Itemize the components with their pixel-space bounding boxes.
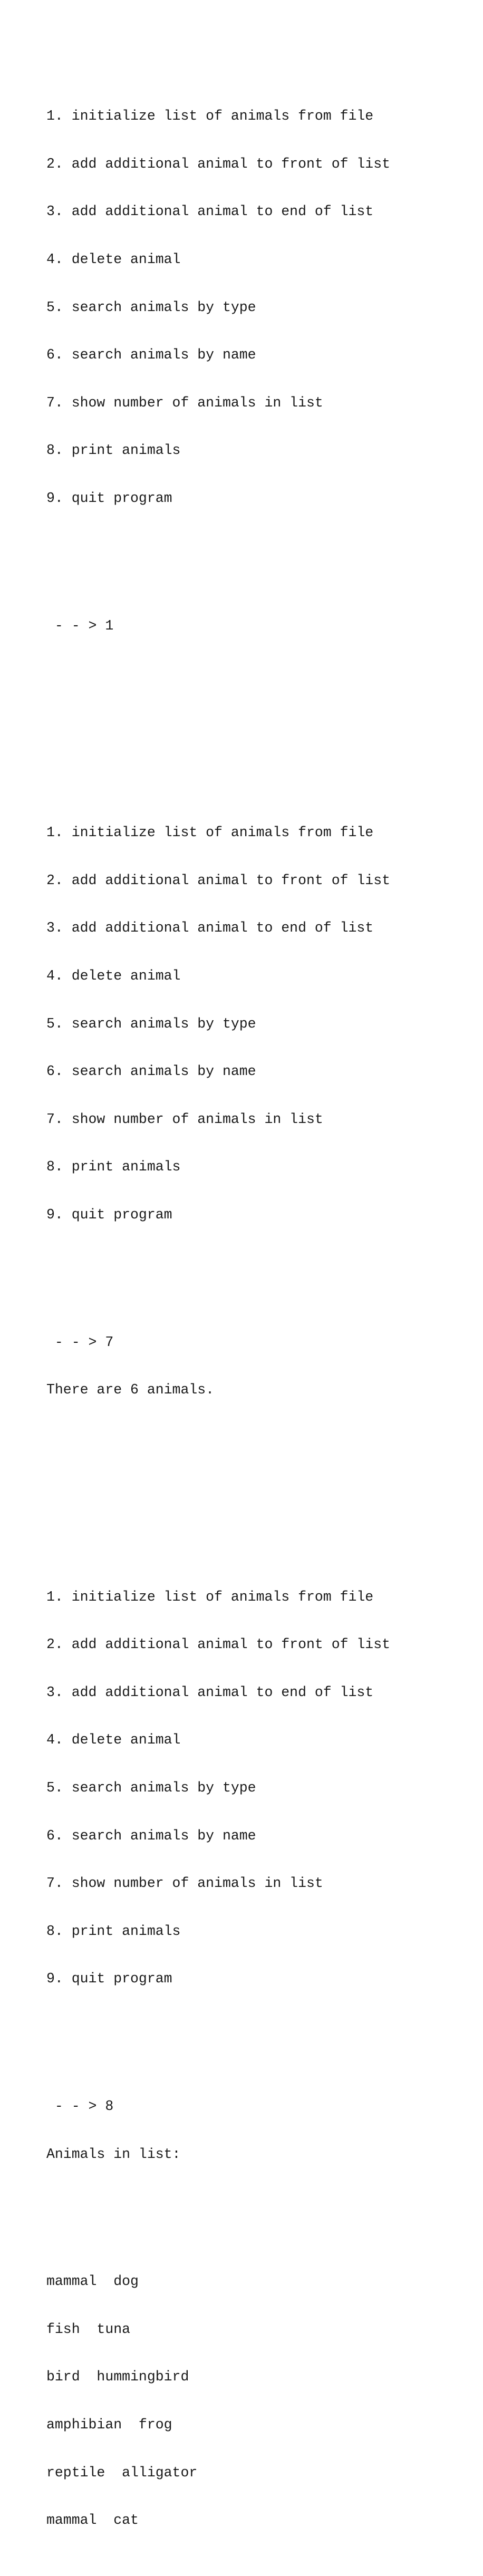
menu-item: 2. add additional animal to front of list	[46, 872, 391, 888]
animal-list-item: mammal dog	[46, 2273, 139, 2290]
menu-item: 3. add additional animal to end of list	[46, 1684, 374, 1700]
menu-item: 7. show number of animals in list	[46, 1875, 323, 1892]
menu-item: 9. quit program	[46, 1971, 172, 1987]
menu-item: 1. initialize list of animals from file	[46, 1589, 374, 1605]
animal-list-item: amphibian frog	[46, 2417, 172, 2433]
menu-item: 2. add additional animal to front of list	[46, 156, 391, 172]
animal-list-item: mammal cat	[46, 2512, 139, 2529]
menu-block	[46, 793, 390, 1255]
menu-item: 9. quit program	[46, 1206, 172, 1223]
menu-block	[46, 76, 390, 538]
menu-item: 6. search animals by name	[46, 1063, 256, 1080]
menu-item: 6. search animals by name	[46, 1827, 256, 1844]
input-prompt: - - > 7	[46, 1334, 114, 1350]
menu-item: 1. initialize list of animals from file	[46, 108, 374, 124]
menu-item: 8. print animals	[46, 1159, 181, 1175]
menu-item: 4. delete animal	[46, 967, 181, 984]
menu-item: 4. delete animal	[46, 251, 181, 267]
menu-item: 8. print animals	[46, 1923, 181, 1939]
menu-item: 8. print animals	[46, 442, 181, 459]
menu-item: 5. search animals by type	[46, 1015, 256, 1032]
console-output	[46, 13, 390, 2576]
animal-list-item: fish tuna	[46, 2321, 131, 2337]
menu-item: 6. search animals by name	[46, 347, 256, 363]
menu-block	[46, 1557, 390, 2019]
menu-item: 3. add additional animal to end of list	[46, 920, 374, 936]
input-prompt: - - > 8	[46, 2098, 114, 2115]
menu-item: 7. show number of animals in list	[46, 1111, 323, 1127]
output-line: There are 6 animals.	[46, 1382, 215, 1398]
menu-item: 5. search animals by type	[46, 1780, 256, 1796]
menu-item: 4. delete animal	[46, 1732, 181, 1748]
output-line: Animals in list:	[46, 2146, 181, 2162]
menu-item: 9. quit program	[46, 490, 172, 506]
menu-item: 3. add additional animal to end of list	[46, 204, 374, 220]
menu-item: 2. add additional animal to front of list	[46, 1636, 391, 1653]
input-prompt: - - > 1	[46, 617, 114, 634]
menu-item: 5. search animals by type	[46, 299, 256, 315]
animal-list	[46, 2242, 390, 2560]
menu-item: 1. initialize list of animals from file	[46, 825, 374, 841]
animal-list-item: reptile alligator	[46, 2464, 198, 2481]
animal-list-item: bird hummingbird	[46, 2369, 189, 2385]
menu-item: 7. show number of animals in list	[46, 394, 323, 411]
